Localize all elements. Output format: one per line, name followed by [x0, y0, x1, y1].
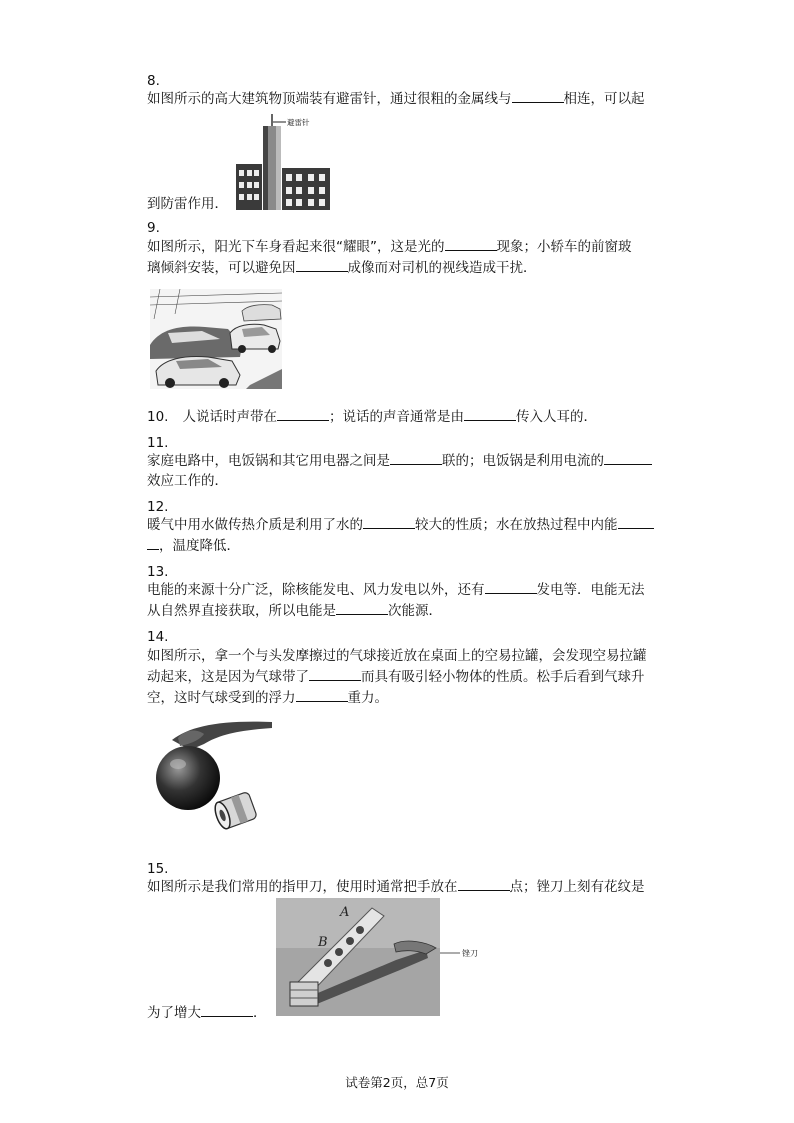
- answer-blank[interactable]: [147, 537, 159, 550]
- answer-blank[interactable]: [512, 90, 564, 103]
- answer-blank[interactable]: [277, 408, 329, 421]
- question-text: 暖气中用水做传热介质是利用了水的 较大的性质；水在放热过程中内能: [147, 516, 654, 534]
- question-text: 到防雷作用．: [147, 196, 228, 212]
- lightning-rod-label: 避雷针: [287, 118, 310, 127]
- question-text: 从自然界直接获取，所以电能是 次能源．: [147, 603, 442, 619]
- answer-blank[interactable]: [604, 452, 652, 465]
- question-text: 如图所示是我们常用的指甲刀，使用时通常把手放在 点；锉刀上刻有花纹是: [147, 879, 645, 895]
- answer-blank[interactable]: [336, 602, 388, 615]
- lightning-rod-building-figure: [232, 112, 332, 212]
- answer-blank[interactable]: [390, 452, 442, 465]
- question-number: 12.: [147, 499, 169, 515]
- question-text: 电能的来源十分广泛，除核能发电、风力发电以外，还有 发电等．电能无法: [147, 582, 645, 598]
- question-number: 11.: [147, 435, 169, 451]
- question-text: 10. 人说话时声带在 ；说话的声音通常是由 传入人耳的．: [147, 409, 597, 425]
- file-label-callout: [440, 945, 492, 961]
- question-text: 空，这时气球受到的浮力 重力。: [147, 690, 388, 706]
- question-text: 家庭电路中，电饭锅和其它用电器之间是 联的；电饭锅是利用电流的: [147, 452, 652, 470]
- answer-blank[interactable]: [445, 238, 497, 251]
- question-text: 动起来，这是因为气球带了 而具有吸引轻小物体的性质。松手后看到气球升: [147, 669, 645, 685]
- answer-blank[interactable]: [296, 689, 348, 702]
- label-b: B: [318, 935, 328, 950]
- answer-blank[interactable]: [201, 1004, 253, 1017]
- answer-blank[interactable]: [309, 668, 361, 681]
- question-text: ，温度降低．: [147, 537, 240, 555]
- cars-in-sunlight-figure: [150, 289, 282, 389]
- answer-blank[interactable]: [485, 581, 537, 594]
- answer-blank[interactable]: [296, 259, 348, 272]
- question-number: 8.: [147, 73, 160, 89]
- balloon-and-can-figure: [150, 720, 274, 844]
- page-footer: 试卷第2页，总7页: [345, 1075, 449, 1090]
- question-number: 14.: [147, 629, 169, 645]
- question-text: 如图所示，拿一个与头发摩擦过的气球接近放在桌面上的空易拉罐，会发现空易拉罐: [147, 648, 647, 664]
- question-number: 15.: [147, 861, 169, 877]
- file-label: 锉刀: [462, 949, 478, 958]
- question-number: 13.: [147, 564, 169, 580]
- question-text: 效应工作的．: [147, 473, 228, 489]
- nail-clipper-figure: [276, 898, 440, 1016]
- question-text: 如图所示的高大建筑物顶端装有避雷针，通过很粗的金属线与 相连，可以起: [147, 91, 645, 107]
- question-text: 如图所示，阳光下车身看起来很“耀眼”，这是光的 现象；小轿车的前窗玻: [147, 239, 632, 255]
- answer-blank[interactable]: [363, 516, 415, 529]
- question-text: 为了增大 ．: [147, 1005, 267, 1021]
- question-text: 璃倾斜安装，可以避免因 成像而对司机的视线造成干扰．: [147, 260, 537, 276]
- answer-blank[interactable]: [464, 408, 516, 421]
- answer-blank[interactable]: [458, 878, 510, 891]
- question-number: 10.: [147, 409, 169, 425]
- label-a: A: [340, 905, 350, 920]
- question-number: 9.: [147, 220, 160, 236]
- answer-blank[interactable]: [618, 516, 654, 529]
